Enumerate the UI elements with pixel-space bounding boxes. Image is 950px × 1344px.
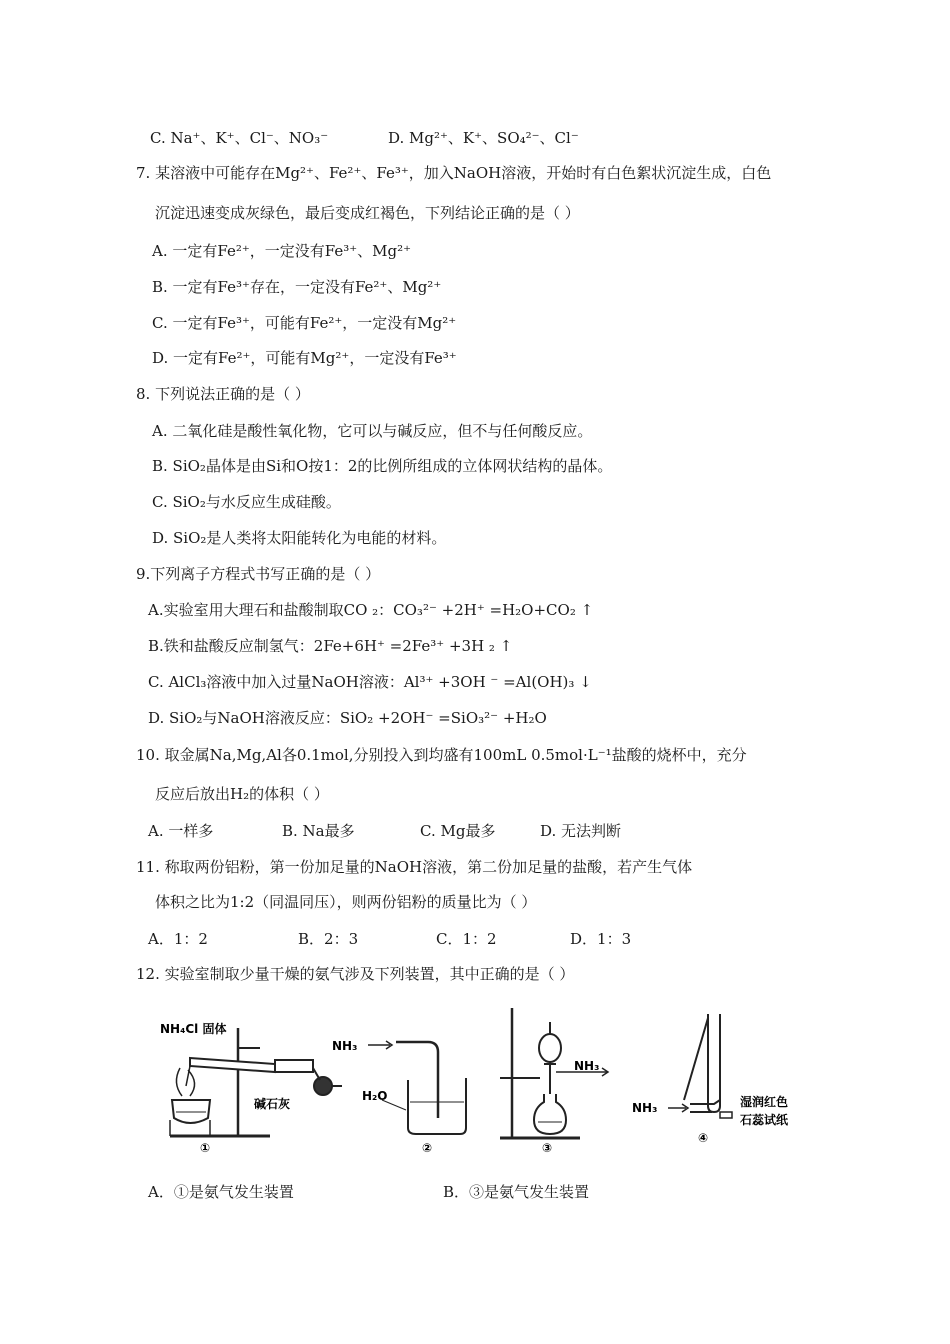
q12-option-b: B．③是氨气发生装置 bbox=[443, 1183, 590, 1201]
q8-option-a: A. 二氧化硅是酸性氧化物，它可以与碱反应，但不与任何酸反应。 bbox=[152, 422, 593, 440]
q10-option-a: A. 一样多 bbox=[148, 822, 214, 840]
q10-stem-line1: 10. 取金属Na,Mg,Al各0.1mol,分别投入到均盛有100mL 0.5mol·L⁻¹盐酸的烧杯中，充分 bbox=[136, 746, 747, 764]
q10-option-c: C. Mg最多 bbox=[420, 822, 496, 840]
q10-stem-line2: 反应后放出H₂的体积（ ） bbox=[155, 785, 329, 803]
label-h2o: H₂O bbox=[362, 1089, 388, 1103]
label-litmus-2: 石蕊试纸 bbox=[740, 1113, 789, 1127]
q8-option-d: D. SiO₂是人类将太阳能转化为电能的材料。 bbox=[152, 529, 447, 547]
apparatus-2 bbox=[368, 1041, 466, 1134]
q10-option-b: B. Na最多 bbox=[282, 822, 355, 840]
label-nh3-4: NH₃ bbox=[632, 1101, 658, 1115]
q7-option-d: D. 一定有Fe²⁺，可能有Mg²⁺，一定没有Fe³⁺ bbox=[152, 349, 457, 367]
q11-stem-line2: 体积之比为1:2（同温同压），则两份铝粉的质量比为（ ） bbox=[155, 893, 537, 911]
apparatus-svg bbox=[160, 1008, 810, 1158]
q11-option-b: B．2：3 bbox=[298, 930, 359, 948]
apparatus-4 bbox=[668, 1014, 732, 1118]
apparatus-1 bbox=[170, 1028, 342, 1136]
q7-option-b: B. 一定有Fe³⁺存在，一定没有Fe²⁺、Mg²⁺ bbox=[152, 278, 442, 296]
q8-option-c: C. SiO₂与水反应生成硅酸。 bbox=[152, 493, 341, 511]
label-nh3-2: NH₃ bbox=[332, 1039, 358, 1053]
label-num-2: ② bbox=[422, 1141, 433, 1155]
q11-stem-line1: 11. 称取两份铝粉，第一份加足量的NaOH溶液，第二份加足量的盐酸，若产生气体 bbox=[136, 858, 693, 876]
q9-option-b: B.铁和盐酸反应制氢气：2Fe+6H⁺ =2Fe³⁺ +3H ₂ ↑ bbox=[148, 637, 513, 655]
apparatus-3 bbox=[500, 1008, 608, 1138]
label-num-3: ③ bbox=[542, 1141, 553, 1155]
q10-option-d: D. 无法判断 bbox=[540, 822, 622, 840]
q9-option-d: D. SiO₂与NaOH溶液反应：SiO₂ +2OH⁻ =SiO₃²⁻ +H₂O bbox=[148, 709, 547, 727]
q6-option-c: C. Na⁺、K⁺、Cl⁻、NO₃⁻ bbox=[150, 129, 329, 147]
q7-stem-line1: 7. 某溶液中可能存在Mg²⁺、Fe²⁺、Fe³⁺，加入NaOH溶液，开始时有白色絮状沉淀生成，白色 bbox=[136, 164, 772, 182]
q11-option-a: A．1：2 bbox=[148, 930, 208, 948]
q12-option-a: A．①是氨气发生装置 bbox=[148, 1183, 294, 1201]
q6-option-d: D. Mg²⁺、K⁺、SO₄²⁻、Cl⁻ bbox=[388, 129, 579, 147]
q8-option-b: B. SiO₂晶体是由Si和O按1：2的比例所组成的立体网状结构的晶体。 bbox=[152, 457, 613, 475]
q11-option-c: C．1：2 bbox=[436, 930, 497, 948]
q7-stem-line2: 沉淀迅速变成灰绿色，最后变成红褐色，下列结论正确的是（ ） bbox=[155, 204, 580, 222]
q7-option-a: A. 一定有Fe²⁺，一定没有Fe³⁺、Mg²⁺ bbox=[152, 242, 412, 260]
label-lime-soda: 碱石灰 bbox=[254, 1097, 291, 1111]
q9-option-a: A.实验室用大理石和盐酸制取CO ₂：CO₃²⁻ +2H⁺ =H₂O+CO₂ ↑ bbox=[148, 601, 594, 619]
q11-option-d: D．1：3 bbox=[570, 930, 632, 948]
q12-stem: 12. 实验室制取少量干燥的氨气涉及下列装置，其中正确的是（ ） bbox=[136, 965, 575, 983]
q7-option-c: C. 一定有Fe³⁺，可能有Fe²⁺，一定没有Mg²⁺ bbox=[152, 314, 457, 332]
label-num-4: ④ bbox=[698, 1131, 709, 1145]
label-litmus-1: 湿润红色 bbox=[740, 1095, 789, 1109]
q8-stem: 8. 下列说法正确的是（ ） bbox=[136, 385, 310, 403]
label-nh4cl: NH₄Cl 固体 bbox=[160, 1022, 227, 1036]
q9-option-c: C. AlCl₃溶液中加入过量NaOH溶液：Al³⁺ +3OH ⁻ =Al(OH)₃ ↓ bbox=[148, 673, 592, 691]
apparatus-figure bbox=[160, 1008, 810, 1158]
label-nh3-3: NH₃ bbox=[574, 1059, 600, 1073]
q9-stem: 9.下列离子方程式书写正确的是（ ） bbox=[136, 565, 381, 583]
label-num-1: ① bbox=[200, 1141, 211, 1155]
